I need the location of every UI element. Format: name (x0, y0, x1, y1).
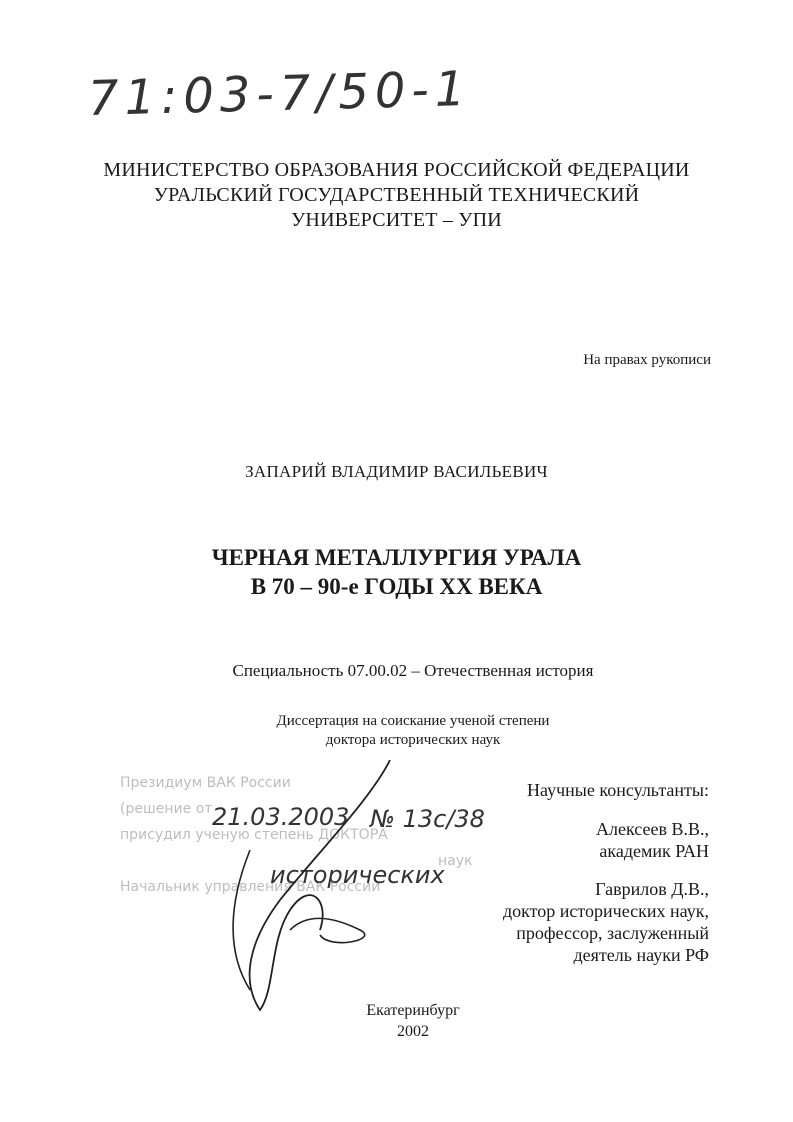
manuscript-note: На правах рукописи (583, 352, 711, 368)
stamp-line-3: присудил ученую степень ДОКТОРА (120, 827, 388, 843)
city: Екатеринбург (366, 1002, 460, 1019)
degree-statement (0, 712, 793, 750)
advisor2-name: Гаврилов Д.В., (595, 879, 709, 899)
university-line: УРАЛЬСКИЙ ГОСУДАРСТВЕННЫЙ ТЕХНИЧЕСКИЙ (153, 184, 640, 206)
advisor1-title: академик РАН (599, 841, 709, 861)
advisor2-title-3: деятель науки РФ (573, 945, 709, 965)
year: 2002 (397, 1023, 429, 1040)
university-abbrev-line: УНИВЕРСИТЕТ – УПИ (291, 209, 502, 231)
ministry-line: МИНИСТЕРСТВО ОБРАЗОВАНИЯ РОССИЙСКОЙ ФЕДЕРАЦИИ (103, 159, 690, 181)
place-and-year (0, 1000, 793, 1042)
stamp-date: 21.03.2003 (212, 803, 350, 831)
author-name: ЗАПАРИЙ ВЛАДИМИР ВАСИЛЬЕВИЧ (245, 462, 548, 481)
advisor2-title-2: профессор, заслуженный (516, 923, 709, 943)
handwritten-archive-code: 71:03-7/50-1 (87, 60, 472, 128)
stamp-line-2: (решение от (120, 801, 213, 817)
advisors-label: Научные консультанты: (527, 780, 709, 800)
advisor-alekseev (596, 818, 709, 862)
advisor2-title-1: доктор исторических наук, (503, 901, 709, 921)
stamp-degree-handwritten: исторических (270, 861, 445, 889)
advisor1-name: Алексеев В.В., (596, 819, 709, 839)
stamp-line-5: Начальник управления ВАК России (120, 879, 381, 895)
institution-header (0, 158, 793, 233)
stamp-line-4: наук (438, 853, 473, 869)
dissertation-title (0, 543, 793, 601)
signature-graphic (220, 760, 480, 1020)
degree-line-1: Диссертация на соискание ученой степени (276, 713, 550, 729)
stamp-number: № 13с/38 (370, 805, 485, 833)
title-line-2: В 70 – 90-е ГОДЫ XX ВЕКА (250, 574, 543, 599)
title-line-1: ЧЕРНАЯ МЕТАЛЛУРГИЯ УРАЛА (211, 545, 582, 570)
specialty: Специальность 07.00.02 – Отечественная история (232, 661, 594, 680)
advisor-gavrilov (503, 878, 709, 966)
degree-line-2: доктора исторических наук (325, 732, 501, 748)
stamp-line-1: Президиум ВАК России (120, 775, 291, 791)
